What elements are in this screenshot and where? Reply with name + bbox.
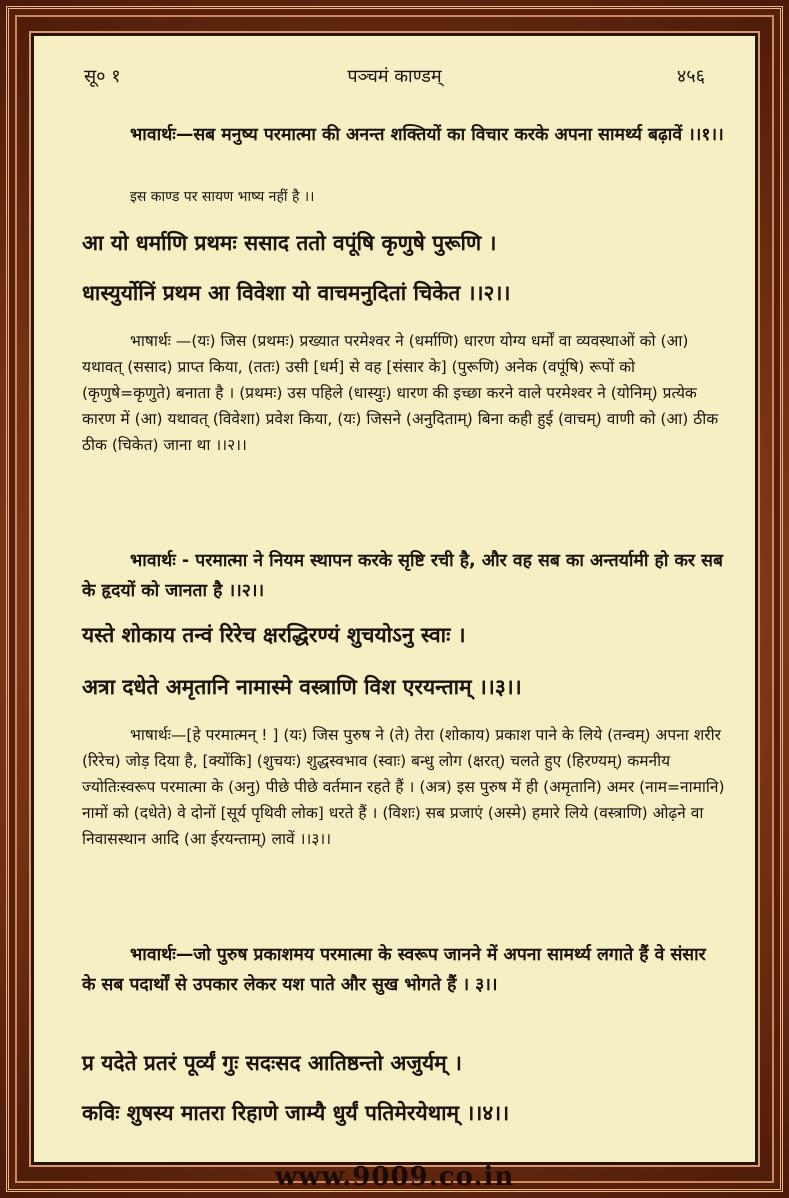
mantra-2-line-2: धास्युर्योनिं प्रथम आ विवेशा यो वाचमनुदितां चिकेत ।।२।। [82,280,511,305]
site-watermark: www.9009.co.in [274,1162,515,1192]
kanda-title: पञ्चमं काण्डम् [347,66,442,87]
bhavarth-2: भावार्थः - परमात्मा ने नियम स्थापन करके सृष्टि रची है, और वह सब का अन्तर्यामी हो कर सब के हृदयों को जानता है ।।२।। [82,551,723,601]
sayana-note: इस काण्ड पर सायण भाष्य नहीं है ।। [130,189,315,205]
scanned-page [34,36,755,1162]
mantra-4-line-2: कविः शुषस्य मातरा रिहाणे जाम्यै धुर्यं पतिमेरयेथाम् ।।४।। [82,1100,510,1125]
bhavarth-3: भावार्थः—जो पुरुष प्रकाशमय परमात्मा के स्वरूप जानने में अपना सामर्थ्य लगाते हैं वे संसार के सब पदार्थों से उपकार लेकर यश पाते और सुख भोगते हैं । ३।। [82,945,706,995]
page-header [84,64,705,94]
mantra-2-line-1: आ यो धर्माणि प्रथमः ससाद ततो वपूंषि कृणुषे पुरूणि । [82,230,497,255]
mantra-3-line-1: यस्ते शोकाय तन्वं रिरेच क्षरद्धिरण्यं शुचयोऽनु स्वाः । [82,622,466,647]
bhashaarth-3: भाषार्थः—[हे परमात्मन् ! ] (यः) जिस पुरुष ने (ते) तेरा (शोकाय) प्रकाश पाने के लिये (तन्वम्) अपना शरीर (रिरेच) जोड़ दिया है, [क्योंकि] (शुचयः) शुद्धस्वभाव (स्वाः) बन्धु लोग (क्षरत्) चलते हुए (हिरण्यम्) कमनीय ज्योतिःस्वरूप परमात्मा के (अनु) पीछे पीछे वर्तमान रहते हैं । (अत्र) इस पुरुष में ही (अमृतानि) अमर (नाम=नामानि) नामों को (दधेते) वे दोनों [सूर्य पृथिवी लोक] धरते हैं । (विशः) सब प्रजाएं (अस्मे) हमारे लिये (वस्त्राणि) ओढ़ने वा निवासस्थान आदि (आ ईरयन्ताम्) लावें ।।३।। [82,726,725,848]
page-number: ४५६ [676,66,705,87]
sukta-number: सू० १ [84,66,121,87]
mantra-4-line-1: प्र यदेते प्रतरं पूर्व्यं गुः सदःसद आतिष्ठन्तो अजुर्यम् । [82,1050,462,1075]
bhashaarth-2: भाषार्थः —(यः) जिस (प्रथमः) प्रख्यात परमेश्वर ने (धर्माणि) धारण योग्य धर्मों वा व्यवस्थाओं को (आ) यथावत् (ससाद) प्राप्त किया, (ततः) उसी [धर्म] से वह [संसार के] (पुरूणि) अनेक (वपूंषि) रूपों को (कृणुषे=कृणुते) बनाता है । (प्रथमः) उस पहिले (धास्युः) धारण की इच्छा करने वाले परमेश्वर ने (योनिम्) प्रत्येक कारण में (आ) यथावत् (विवेशा) प्रवेश किया, (यः) जिसने (अनुदिताम्) बिना कही हुई (वाचम्) वाणी को (आ) ठीक ठीक (चिकेत) जाना था ।।२।। [82,332,719,454]
mantra-3-line-2: अत्रा दधेते अमृतानि नामास्मे वस्त्राणि विश एरयन्ताम् ।।३।। [82,674,522,699]
bhavarth-1: भावार्थः—सब मनुष्य परमात्मा की अनन्त शक्तियों का विचार करके अपना सामर्थ्य बढ़ावें ।।१।। [130,125,724,145]
